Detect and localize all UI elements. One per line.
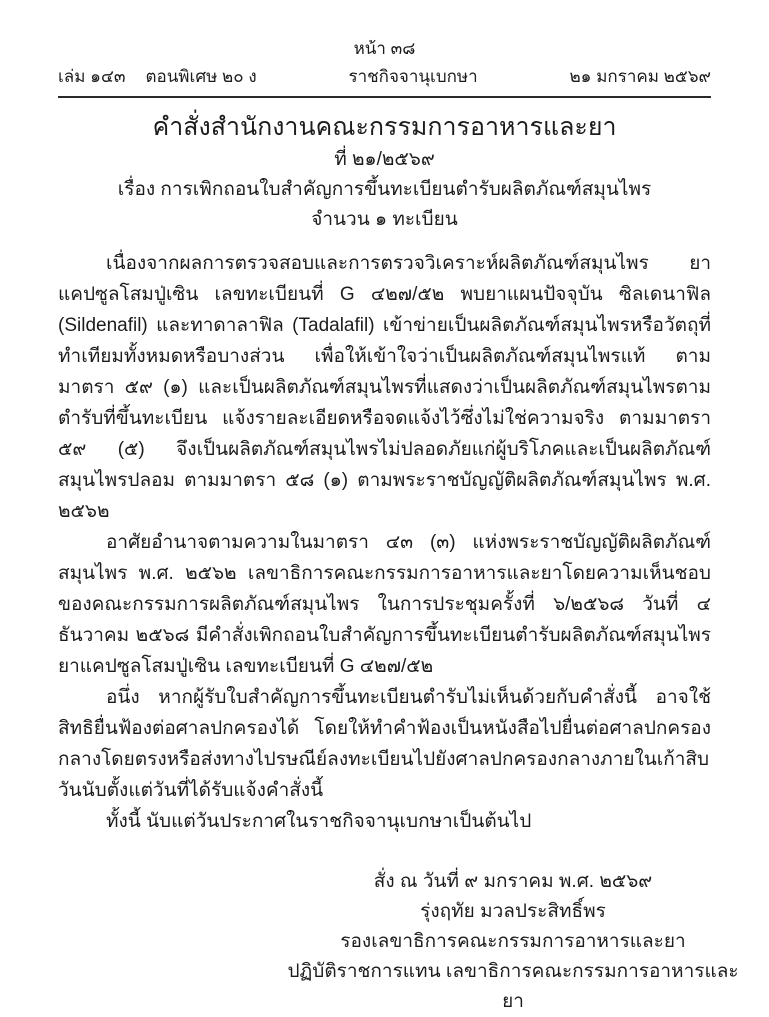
gazette-header-row — [58, 65, 711, 89]
document-title: คำสั่งสำนักงานคณะกรรมการอาหารและยา — [152, 113, 617, 141]
signatory-position: รองเลขาธิการคณะกรรมการอาหารและยา — [340, 931, 686, 952]
document-title-block — [58, 109, 711, 235]
document-subject: เรื่อง การเพิกถอนใบสำคัญการขึ้นทะเบียนตำรับผลิตภัณฑ์สมุนไพร — [117, 179, 652, 200]
header-divider — [58, 96, 711, 98]
body-paragraph-order: อาศัยอำนาจตามความในมาตรา ๔๓ (๓) แห่งพระราชบัญญัติผลิตภัณฑ์สมุนไพร พ.ศ. ๒๕๖๒ เลขาธิการคณะกรรมการอาหารและยาโดยความเห็นชอบของคณะกรรมการผลิตภัณฑ์สมุนไพร ในการประชุมครั้งที่ ๖/๒๕๖๘ วันที่ ๔ ธันวาคม ๒๕๖๘ มีคำสั่งเพิกถอนใบสำคัญการขึ้นทะเบียนตำรับผลิตภัณฑ์สมุนไพร ยาแคปซูลโสมปู่เซิน เลขทะเบียนที่ G ๔๒๗/๕๒ — [58, 532, 711, 677]
signatory-acting-for: ปฏิบัติราชการแทน เลขาธิการคณะกรรมการอาหารและยา — [287, 961, 739, 1012]
document-count: จำนวน ๑ ทะเบียน — [311, 209, 458, 230]
body-paragraph-effective: ทั้งนี้ นับแต่วันประกาศในราชกิจจานุเบกษาเป็นต้นไป — [106, 811, 532, 832]
gazette-name: ราชกิจจานุเบกษา — [348, 67, 478, 86]
signatory-name: รุ่งฤทัย มวลประสิทธิ์พร — [420, 901, 606, 922]
page-number: หน้า ๓๘ — [353, 39, 416, 58]
signature-date-line: สั่ง ณ วันที่ ๙ มกราคม พ.ศ. ๒๕๖๙ — [373, 871, 653, 892]
gazette-date: ๒๑ มกราคม ๒๕๖๙ — [569, 67, 711, 86]
document-body — [58, 248, 711, 837]
document-number: ที่ ๒๑/๒๕๖๙ — [334, 149, 435, 170]
body-paragraph-preamble: เนื่องจากผลการตรวจสอบและการตรวจวิเคราะห์ผลิตภัณฑ์สมุนไพร ยาแคปซูลโสมปู่เซิน เลขทะเบียนที่ G ๔๒๗/๕๒ พบยาแผนปัจจุบัน ซิลเดนาฟิล (Sildenafil) และทาดาลาฟิล (Tadalafil) เข้าข่ายเป็นผลิตภัณฑ์สมุนไพรหรือวัตถุที่ทำเทียมทั้งหมดหรือบางส่วน เพื่อให้เข้าใจว่าเป็นผลิตภัณฑ์สมุนไพรแท้ ตามมาตรา ๕๙ (๑) และเป็นผลิตภัณฑ์สมุนไพรที่แสดงว่าเป็นผลิตภัณฑ์สมุนไพรตามตำรับที่ขึ้นทะเบียน แจ้งรายละเอียดหรือจดแจ้งไว้ซึ่งไม่ใช่ความจริง ตามมาตรา ๕๙ (๕) จึงเป็นผลิตภัณฑ์สมุนไพรไม่ปลอดภัยแก่ผู้บริโภคและเป็นผลิตภัณฑ์สมุนไพรปลอม ตามมาตรา ๕๘ (๑) ตามพระราชบัญญัติผลิตภัณฑ์สมุนไพร พ.ศ. ๒๕๖๒ — [58, 253, 711, 522]
signature-block — [283, 867, 743, 1017]
body-paragraph-appeal: อนึ่ง หากผู้รับใบสำคัญการขึ้นทะเบียนตำรับไม่เห็นด้วยกับคำสั่งนี้ อาจใช้สิทธิยื่นฟ้องต่อศาลปกครองได้ โดยให้ทำคำฟ้องเป็นหนังสือไปยื่นต่อศาลปกครองกลางโดยตรงหรือส่งทางไปรษณีย์ลงทะเบียนไปยังศาลปกครองกลางภายในเก้าสิบวันนับตั้งแต่วันที่ได้รับแจ้งคำสั่งนี้ — [58, 687, 711, 801]
gazette-header-left — [58, 65, 257, 89]
gazette-volume: เล่ม ๑๔๓ — [58, 67, 126, 86]
gazette-issue: ตอนพิเศษ ๒๐ ง — [145, 67, 257, 86]
